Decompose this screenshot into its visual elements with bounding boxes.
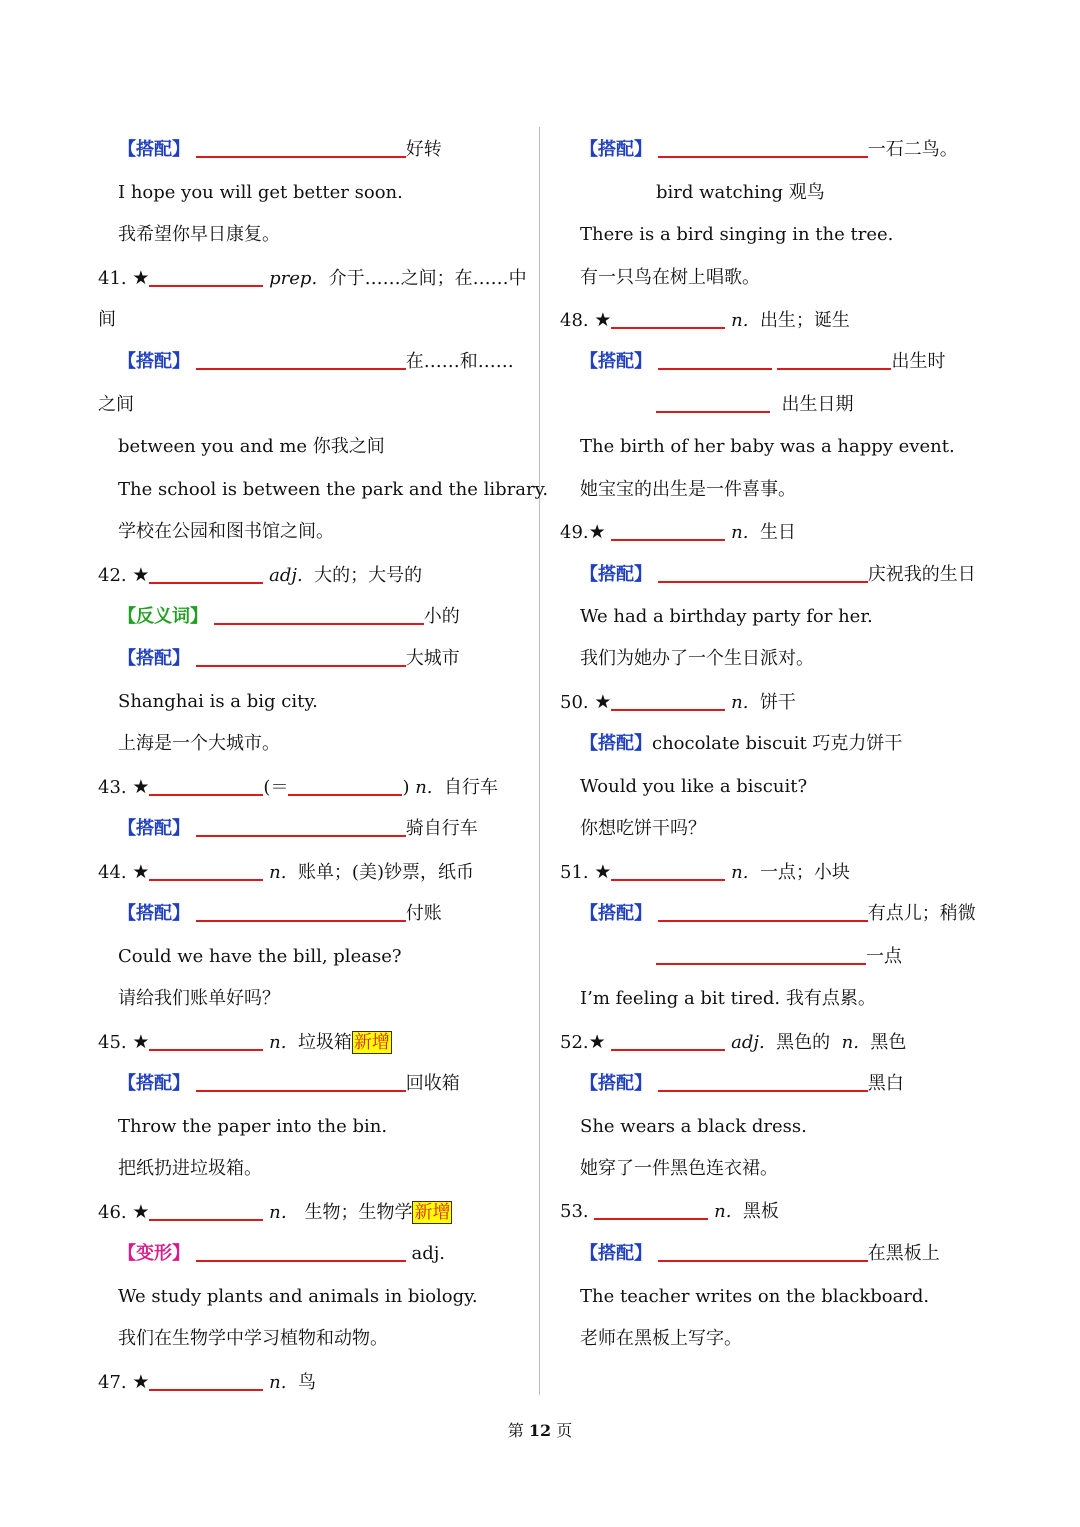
collocation-line: 【搭配】 在黑板上	[580, 1243, 940, 1264]
word-blank[interactable]	[611, 1031, 725, 1051]
example-en: There is a bird singing in the tree.	[580, 224, 894, 245]
example-en: We had a birthday party for her.	[580, 606, 873, 627]
example-en: Could we have the bill, please?	[118, 946, 402, 967]
collocation-line: 【搭配】 黑白	[580, 1073, 904, 1094]
example-zh: 我们为她办了一个生日派对。	[580, 648, 814, 669]
example-zh: 上海是一个大城市。	[118, 733, 280, 754]
word-blank[interactable]	[149, 1371, 263, 1391]
collocation-line: 【搭配】 骑自行车	[118, 818, 478, 839]
word-blank[interactable]	[594, 1200, 708, 1220]
entry-52: 52.★ adj. 黑色的 n. 黑色	[560, 1031, 907, 1053]
word-blank-alt[interactable]	[288, 776, 402, 796]
entry-41: 41. ★ prep. 介于……之间；在……中	[98, 267, 527, 289]
example-en: I hope you will get better soon.	[118, 182, 403, 203]
example-en: I’m feeling a bit tired. 我有点累。	[580, 988, 876, 1009]
example-en: The school is between the park and the library.	[118, 479, 549, 500]
word-blank[interactable]	[149, 861, 263, 881]
entry-50: 50. ★ n. 饼干	[560, 691, 796, 713]
collocation-line: 【搭配】 回收箱	[118, 1073, 460, 1094]
collocation-line: 【搭配】chocolate biscuit 巧克力饼干	[580, 733, 903, 754]
example-en: Throw the paper into the bin.	[118, 1116, 388, 1137]
entry-53: 53. n. 黑板	[560, 1201, 779, 1222]
example-zh: 我们在生物学中学习植物和动物。	[118, 1328, 388, 1349]
example-en: She wears a black dress.	[580, 1116, 807, 1137]
entry-41-def-cont: 间	[98, 309, 116, 330]
answer-blank[interactable]	[196, 138, 406, 158]
entry-48: 48. ★ n. 出生；诞生	[560, 309, 850, 331]
form-line: 【变形】 adj.	[118, 1243, 446, 1264]
collocation-line: 【搭配】 庆祝我的生日	[580, 564, 976, 585]
answer-blank[interactable]	[658, 350, 772, 370]
word-blank[interactable]	[149, 776, 263, 796]
answer-blank[interactable]	[658, 138, 868, 158]
collocation-line: 【搭配】 一石二鸟。	[580, 139, 958, 160]
answer-blank[interactable]	[196, 350, 406, 370]
collocation-line: 【搭配】 在……和……	[118, 351, 514, 372]
entry-51: 51. ★ n. 一点；小块	[560, 861, 850, 883]
example-zh: 她宝宝的出生是一件喜事。	[580, 479, 796, 500]
example-en: Would you like a biscuit?	[580, 776, 808, 797]
collocation-line: 【搭配】 有点儿；稍微	[580, 903, 976, 924]
page-number: 12	[528, 1421, 552, 1440]
example-phrase: bird watching 观鸟	[656, 182, 825, 203]
answer-blank[interactable]	[196, 1242, 406, 1262]
example-en: The teacher writes on the blackboard.	[580, 1286, 930, 1307]
word-blank[interactable]	[611, 309, 725, 329]
word-blank[interactable]	[149, 1031, 263, 1051]
antonym-line: 【反义词】 小的	[118, 606, 460, 627]
example-zh: 你想吃饼干吗？	[580, 818, 706, 839]
answer-blank[interactable]	[656, 393, 770, 413]
entry-42: 42. ★ adj. 大的；大号的	[98, 564, 423, 586]
answer-blank[interactable]	[658, 902, 868, 922]
collocation-line: 【搭配】 出生时	[580, 351, 946, 372]
example-zh: 把纸扔进垃圾箱。	[118, 1158, 262, 1179]
answer-blank[interactable]	[196, 902, 406, 922]
entry-43: 43. ★ (＝ ) n. 自行车	[98, 776, 498, 798]
collocation-line: 【搭配】 好转	[118, 139, 442, 160]
collocation-line: 【搭配】 付账	[118, 903, 442, 924]
page-footer: 第 12 页	[507, 1421, 573, 1440]
example-en: We study plants and animals in biology.	[118, 1286, 478, 1307]
example-phrase: between you and me 你我之间	[118, 436, 385, 457]
word-blank[interactable]	[611, 691, 725, 711]
entry-46: 46. ★ n． 生物；生物学 新增	[98, 1201, 451, 1223]
entry-44: 44. ★ n. 账单；(美)钞票，纸币	[98, 861, 474, 883]
word-blank[interactable]	[611, 521, 725, 541]
example-zh: 我希望你早日康复。	[118, 224, 280, 245]
word-blank[interactable]	[149, 564, 263, 584]
entry-45: 45. ★ n. 垃圾箱 新增	[98, 1031, 390, 1053]
collocation-line: 【搭配】 大城市	[118, 648, 460, 669]
answer-blank[interactable]	[196, 1072, 406, 1092]
new-badge: 新增	[353, 1032, 390, 1053]
word-blank[interactable]	[611, 861, 725, 881]
example-zh: 请给我们账单好吗？	[118, 988, 280, 1009]
collocation-line: 一点	[560, 945, 902, 969]
answer-blank[interactable]	[658, 1072, 868, 1092]
word-blank[interactable]	[149, 1201, 263, 1221]
new-badge: 新增	[414, 1202, 451, 1223]
example-zh: 老师在黑板上写字。	[580, 1328, 742, 1349]
column-divider	[539, 127, 540, 1395]
collocation-cont: 之间	[98, 394, 134, 415]
answer-blank[interactable]	[196, 647, 406, 667]
example-zh: 她穿了一件黑色连衣裙。	[580, 1158, 778, 1179]
example-zh: 有一只鸟在树上唱歌。	[580, 267, 760, 288]
entry-47: 47. ★ n. 鸟	[98, 1371, 316, 1393]
answer-blank[interactable]	[214, 605, 424, 625]
entry-49: 49.★ n. 生日	[560, 521, 796, 543]
answer-blank[interactable]	[656, 945, 866, 965]
example-zh: 学校在公园和图书馆之间。	[118, 521, 334, 542]
answer-blank[interactable]	[196, 817, 406, 837]
answer-blank[interactable]	[658, 1242, 868, 1262]
answer-blank[interactable]	[777, 350, 891, 370]
example-en: The birth of her baby was a happy event.	[580, 436, 955, 457]
example-en: Shanghai is a big city.	[118, 691, 318, 712]
collocation-line: 出生日期	[560, 393, 853, 417]
word-blank[interactable]	[149, 267, 263, 287]
answer-blank[interactable]	[658, 563, 868, 583]
